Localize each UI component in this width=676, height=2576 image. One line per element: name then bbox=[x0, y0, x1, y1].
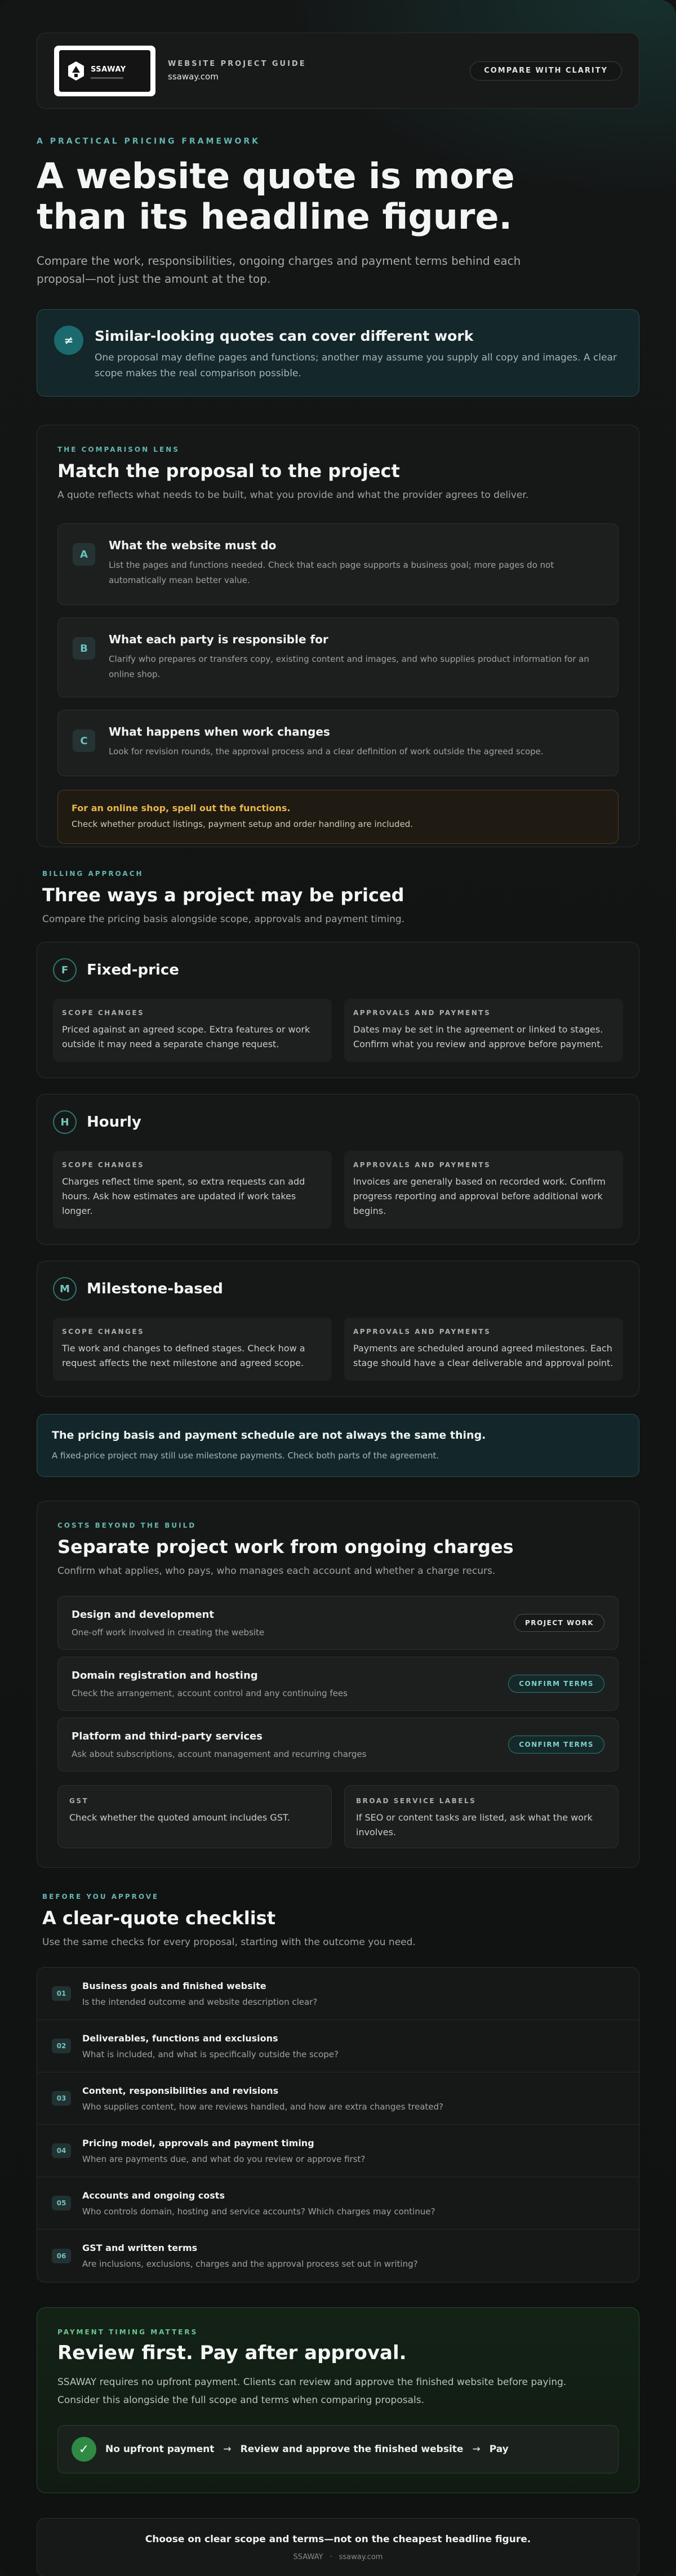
logo-underline bbox=[91, 77, 123, 79]
logo-mark-icon bbox=[67, 60, 85, 82]
checklist-section bbox=[37, 1893, 639, 1948]
logo-text: SSAWAY bbox=[91, 65, 126, 74]
hero-note-title: Similar-looking quotes can cover different work bbox=[95, 328, 474, 344]
checklist-item-title: Business goals and finished website bbox=[82, 1980, 266, 1991]
service-labels-text: If SEO or content tasks are listed, ask what the work involves. bbox=[356, 1812, 593, 1838]
checklist-item-text: Is the intended outcome and website description clear? bbox=[82, 1996, 318, 2007]
header-eyebrow: WEBSITE PROJECT GUIDE bbox=[168, 60, 306, 68]
scope-text: Tie work and changes to defined stages. Check how a request affects the next milestone and agreed scope. bbox=[62, 1343, 305, 1368]
check-icon: ✓ bbox=[72, 2437, 96, 2462]
gst-note bbox=[57, 1785, 332, 1848]
confirm-terms-badge: CONFIRM TERMS bbox=[508, 1675, 604, 1693]
charge-text: One-off work involved in creating the website bbox=[72, 1627, 265, 1638]
checklist-number: 04 bbox=[52, 2143, 71, 2158]
checklist-item-title: Deliverables, functions and exclusions bbox=[82, 2032, 278, 2044]
hero-title: A website quote is more than its headline figure. bbox=[37, 155, 515, 237]
checklist-item bbox=[37, 2020, 639, 2072]
footer-domain-link[interactable]: ssaway.com bbox=[339, 2552, 383, 2561]
banner-text: A fixed-price project may still use milestone payments. Check both parts of the agreement. bbox=[52, 1451, 439, 1461]
approvals-label: APPROVALS AND PAYMENTS bbox=[353, 1009, 491, 1017]
pricing-model-card bbox=[37, 942, 639, 1078]
billing-title: Three ways a project may be priced bbox=[42, 884, 404, 906]
not-equal-icon: ≠ bbox=[54, 326, 83, 355]
online-shop-tip bbox=[57, 790, 619, 844]
checklist-item-body bbox=[82, 1981, 317, 2007]
lens-title: Match the proposal to the project bbox=[57, 460, 400, 482]
payment-title: Review first. Pay after approval. bbox=[57, 2342, 407, 2364]
checklist-item-body bbox=[82, 2138, 365, 2164]
checklist-number: 02 bbox=[52, 2039, 71, 2053]
lens-item-title: What the website must do bbox=[109, 539, 277, 552]
service-labels-label: BROAD SERVICE LABELS bbox=[356, 1797, 477, 1805]
pricing-models bbox=[37, 942, 639, 1397]
billing-eyebrow: BILLING APPROACH bbox=[42, 870, 144, 878]
model-name: Milestone-based bbox=[87, 1280, 223, 1297]
model-columns bbox=[53, 1151, 623, 1229]
checklist-number: 05 bbox=[52, 2196, 71, 2210]
payment-text: SSAWAY requires no upfront payment. Clients can review and approve the finished website before paying. Consider this alongside the full scope and terms when comparing proposals. bbox=[57, 2377, 567, 2406]
model-letter: F bbox=[53, 958, 77, 982]
confirm-terms-badge: CONFIRM TERMS bbox=[508, 1736, 604, 1754]
charge-title: Design and development bbox=[72, 1608, 214, 1621]
gst-label: GST bbox=[69, 1797, 89, 1805]
lens-item bbox=[57, 710, 619, 776]
checklist-number: 03 bbox=[52, 2091, 71, 2106]
hero-note bbox=[37, 309, 639, 397]
checklist-item bbox=[37, 2072, 639, 2125]
checklist-item-body bbox=[82, 2033, 339, 2059]
model-name: Fixed-price bbox=[87, 962, 179, 978]
payment-eyebrow: PAYMENT TIMING MATTERS bbox=[57, 2328, 198, 2336]
lens-item-title: What each party is responsible for bbox=[109, 633, 328, 646]
charge-title: Platform and third-party services bbox=[72, 1730, 263, 1742]
scope-label: SCOPE CHANGES bbox=[62, 1328, 145, 1336]
brand-meta bbox=[168, 60, 306, 82]
lens-item-body bbox=[109, 539, 603, 590]
scope-changes-col bbox=[53, 1151, 332, 1229]
scope-changes-col bbox=[53, 1318, 332, 1381]
ongoing-eyebrow: COSTS BEYOND THE BUILD bbox=[57, 1521, 197, 1529]
charge-row bbox=[57, 1596, 619, 1650]
checklist-item-title: GST and written terms bbox=[82, 2243, 198, 2253]
charge-row-body bbox=[72, 1670, 348, 1698]
banner-title: The pricing basis and payment schedule are not always the same thing. bbox=[52, 1429, 486, 1442]
logo-wordmark bbox=[91, 63, 126, 79]
approvals-label: APPROVALS AND PAYMENTS bbox=[353, 1328, 491, 1336]
footer-separator: · bbox=[330, 2552, 332, 2561]
pricing-model-head bbox=[53, 1277, 623, 1301]
lens-item-text: List the pages and functions needed. Check that each page supports a business goal; more pages do not automatically mean better value. bbox=[109, 560, 554, 585]
site-header bbox=[37, 33, 639, 109]
footer-meta bbox=[293, 2553, 383, 2561]
ongoing-notes bbox=[57, 1785, 619, 1848]
approvals-col bbox=[344, 999, 623, 1062]
logo-inner bbox=[59, 50, 150, 92]
footer bbox=[37, 2518, 639, 2576]
footer-brand: SSAWAY bbox=[293, 2552, 323, 2561]
checklist-number: 06 bbox=[52, 2249, 71, 2263]
lens-item-text: Clarify who prepares or transfers copy, existing content and images, and who supplies product information for an online shop. bbox=[109, 654, 589, 679]
flow-step: Review and approve the finished website bbox=[240, 2444, 464, 2455]
charge-text: Ask about subscriptions, account management and recurring charges bbox=[72, 1749, 367, 1759]
tip-title: For an online shop, spell out the functions. bbox=[72, 803, 291, 813]
lens-letter: B bbox=[73, 637, 95, 660]
checklist-item bbox=[37, 2230, 639, 2282]
hero-note-text: One proposal may define pages and functions; another may assume you supply all copy and images. A clear scope makes the real comparison possible. bbox=[95, 352, 617, 379]
approvals-label: APPROVALS AND PAYMENTS bbox=[353, 1161, 491, 1169]
billing-section bbox=[37, 870, 639, 925]
charge-row bbox=[57, 1718, 619, 1772]
checklist-item-text: Who supplies content, how are reviews handled, and how are extra changes treated? bbox=[82, 2101, 443, 2112]
lens-item-title: What happens when work changes bbox=[109, 725, 330, 738]
checklist-item-title: Pricing model, approvals and payment timing bbox=[82, 2137, 314, 2148]
checklist-eyebrow: BEFORE YOU APPROVE bbox=[42, 1893, 159, 1901]
compare-with-clarity-button[interactable]: COMPARE WITH CLARITY bbox=[470, 61, 622, 81]
tip-text: Check whether product listings, payment setup and order handling are included. bbox=[72, 819, 413, 829]
checklist-item-text: When are payments due, and what do you review or approve first? bbox=[82, 2154, 366, 2164]
lens-eyebrow: THE COMPARISON LENS bbox=[57, 446, 180, 453]
pricing-model-card bbox=[37, 1094, 639, 1245]
checklist-item-body bbox=[82, 2243, 418, 2269]
model-columns bbox=[53, 999, 623, 1062]
scope-text: Charges reflect time spent, so extra requests can add hours. Ask how estimates are updated if work takes longer. bbox=[62, 1176, 305, 1216]
model-columns bbox=[53, 1318, 623, 1381]
arrow-right-icon: → bbox=[223, 2444, 232, 2455]
gst-text: Check whether the quoted amount includes GST. bbox=[69, 1812, 290, 1823]
checklist-description: Use the same checks for every proposal, starting with the outcome you need. bbox=[42, 1937, 416, 1948]
checklist-item bbox=[37, 1968, 639, 2020]
checklist-item-text: Who controls domain, hosting and service accounts? Which charges may continue? bbox=[82, 2206, 435, 2217]
pricing-model-card bbox=[37, 1261, 639, 1397]
service-labels-note bbox=[344, 1785, 619, 1848]
billing-description: Compare the pricing basis alongside scope, approvals and payment timing. bbox=[42, 914, 405, 925]
checklist-item-title: Accounts and ongoing costs bbox=[82, 2190, 225, 2201]
charge-title: Domain registration and hosting bbox=[72, 1669, 258, 1681]
payment-timing-section bbox=[37, 2307, 639, 2493]
lens-item-body bbox=[109, 725, 544, 761]
charge-row-body bbox=[72, 1730, 366, 1759]
approvals-col bbox=[344, 1318, 623, 1381]
project-work-badge: PROJECT WORK bbox=[514, 1614, 604, 1632]
approvals-text: Payments are scheduled around agreed milestones. Each stage should have a clear deliverable and approval point. bbox=[353, 1343, 613, 1368]
checklist bbox=[37, 1967, 639, 2283]
checklist-item-title: Content, responsibilities and revisions bbox=[82, 2085, 279, 2096]
checklist-item bbox=[37, 2177, 639, 2230]
charge-row bbox=[57, 1657, 619, 1711]
hero-note-body bbox=[95, 326, 622, 380]
comparison-lens-section bbox=[37, 425, 639, 847]
arrow-right-icon: → bbox=[472, 2444, 481, 2455]
content bbox=[37, 33, 639, 2576]
checklist-number: 01 bbox=[52, 1986, 71, 2001]
checklist-title: A clear-quote checklist bbox=[42, 1907, 275, 1929]
hero bbox=[37, 137, 639, 397]
lens-item-text: Look for revision rounds, the approval process and a clear definition of work outside the agreed scope. bbox=[109, 746, 544, 757]
lens-letter: A bbox=[73, 543, 95, 566]
lens-description: A quote reflects what needs to be built, what you provide and what the provider agrees to deliver. bbox=[57, 490, 529, 501]
approvals-col bbox=[344, 1151, 623, 1229]
ongoing-charges-section bbox=[37, 1501, 639, 1868]
header-domain: ssaway.com bbox=[168, 72, 219, 82]
pricing-model-head bbox=[53, 958, 623, 982]
lens-item bbox=[57, 617, 619, 697]
checklist-item-text: Are inclusions, exclusions, charges and the approval process set out in writing? bbox=[82, 2259, 418, 2269]
scope-changes-col bbox=[53, 999, 332, 1062]
flow-step: Pay bbox=[489, 2444, 509, 2455]
charge-row-body bbox=[72, 1609, 264, 1638]
footer-title: Choose on clear scope and terms—not on the cheapest headline figure. bbox=[145, 2533, 531, 2545]
model-name: Hourly bbox=[87, 1114, 141, 1131]
hero-eyebrow: A PRACTICAL PRICING FRAMEWORK bbox=[37, 137, 260, 146]
model-letter: M bbox=[53, 1277, 77, 1301]
payment-flow bbox=[57, 2425, 619, 2473]
pricing-basis-banner bbox=[37, 1414, 639, 1477]
scope-label: SCOPE CHANGES bbox=[62, 1161, 145, 1169]
hero-description: Compare the work, responsibilities, ongoing charges and payment terms behind each proposal—not just the amount at the top. bbox=[37, 254, 521, 286]
lens-item-body bbox=[109, 633, 603, 682]
ongoing-title: Separate project work from ongoing charges bbox=[57, 1536, 514, 1558]
checklist-item-body bbox=[82, 2085, 443, 2112]
approvals-text: Invoices are generally based on recorded work. Confirm progress reporting and approval before additional work begins. bbox=[353, 1176, 606, 1216]
pricing-model-head bbox=[53, 1110, 623, 1134]
model-letter: H bbox=[53, 1110, 77, 1134]
lens-item bbox=[57, 523, 619, 605]
scope-label: SCOPE CHANGES bbox=[62, 1009, 145, 1017]
checklist-item-text: What is included, and what is specifically outside the scope? bbox=[82, 2049, 339, 2059]
flow-step: No upfront payment bbox=[105, 2444, 215, 2455]
scope-text: Priced against an agreed scope. Extra features or work outside it may need a separate change request. bbox=[62, 1024, 310, 1049]
checklist-item-body bbox=[82, 2190, 435, 2217]
charge-text: Check the arrangement, account control and any continuing fees bbox=[72, 1688, 348, 1698]
approvals-text: Dates may be set in the agreement or linked to stages. Confirm what you review and approve before payment. bbox=[353, 1024, 603, 1049]
lens-letter: C bbox=[73, 729, 95, 752]
ongoing-description: Confirm what applies, who pays, who manages each account and whether a charge recurs. bbox=[57, 1565, 496, 1577]
logo[interactable] bbox=[54, 46, 155, 96]
checklist-item bbox=[37, 2125, 639, 2177]
